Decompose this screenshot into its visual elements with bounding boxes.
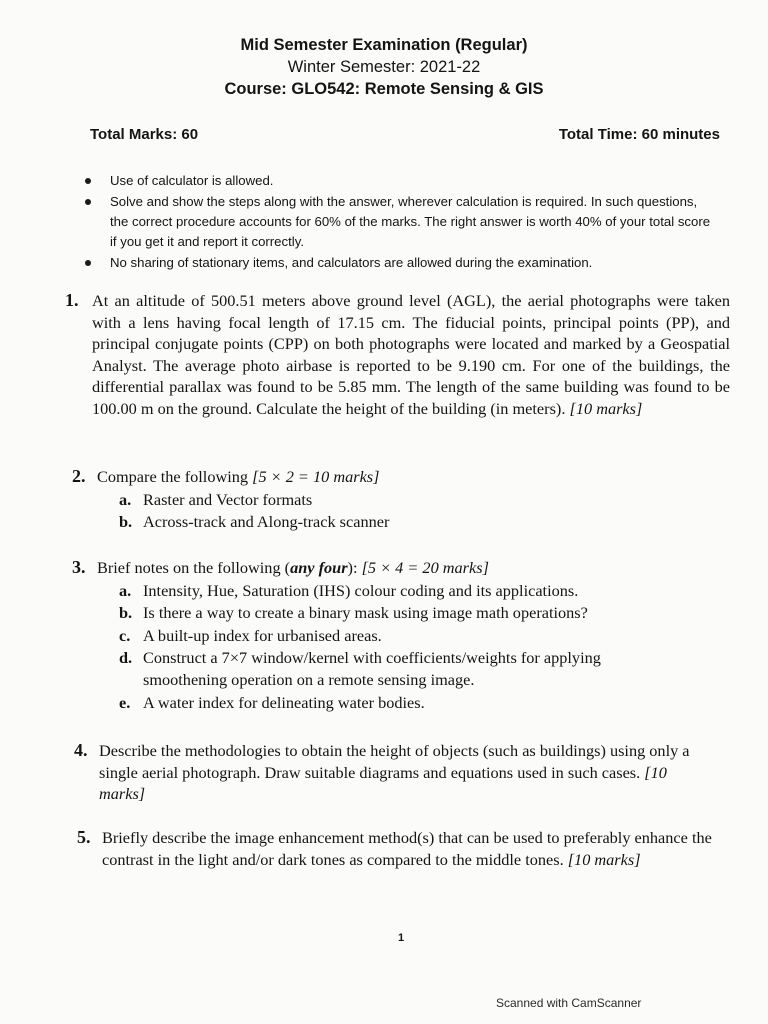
instruction-item: No sharing of stationary items, and calculators are allowed during the examination. xyxy=(84,253,714,273)
course-line: Course: GLO542: Remote Sensing & GIS xyxy=(224,80,544,98)
instruction-item: Use of calculator is allowed. xyxy=(84,171,714,191)
page-number: 1 xyxy=(398,932,405,944)
sub-item: e. A water index for delineating water bodies. xyxy=(119,692,425,712)
instructions-list xyxy=(84,171,714,274)
total-marks: Total Marks: 60 xyxy=(90,126,199,143)
bullet-icon xyxy=(85,199,91,205)
question-4 xyxy=(74,740,717,805)
question-marks: [5 × 2 = 10 marks] xyxy=(252,467,380,486)
question-marks: [5 × 4 = 20 marks] xyxy=(361,558,489,577)
question-text: Briefly describe the image enhancement method(s) that can be used to preferably enhance the contrast in the light and/or dark tones as compared to the middle tones. xyxy=(102,828,712,869)
question-text: Compare the following xyxy=(97,467,249,486)
sub-item: c. A built-up index for urbanised areas. xyxy=(119,625,382,645)
scanner-watermark: Scanned with CamScanner xyxy=(496,996,642,1010)
question-text: At an altitude of 500.51 meters above ground level (AGL), the aerial photographs were taken with a lens having focal length of 17.15 cm. The fiducial points, principal points (PP), and principal conjugate points (CPP) on both photographs were located and marked by a Geospatial Analyst. The average photo airbase is reported to be 9.190 cm. For one of the buildings, the differential parallax was found to be 5.85 mm. The length of the same building was found to be 100.00 m on the ground. Calculate the height of the building (in meters). xyxy=(92,291,730,418)
question-marks: [10 marks] xyxy=(569,398,643,418)
question-number: 5. xyxy=(77,827,91,847)
question-number: 4. xyxy=(74,740,88,760)
exam-title: Mid Semester Examination (Regular) xyxy=(240,36,528,54)
semester-line: Winter Semester: 2021-22 xyxy=(287,58,481,76)
bullet-icon xyxy=(85,178,91,184)
question-text: Describe the methodologies to obtain the height of objects (such as buildings) using only a single aerial photograph. Draw suitable diagrams and equations used in such cases. xyxy=(99,741,690,782)
question-number: 3. xyxy=(72,557,86,577)
question-marks: [10 marks] xyxy=(567,849,641,869)
question-number: 2. xyxy=(72,466,86,486)
total-time: Total Time: 60 minutes xyxy=(558,126,720,143)
sub-item: b. Is there a way to create a binary mask using image math operations? xyxy=(119,603,588,623)
instruction-item: Solve and show the steps along with the answer, wherever calculation is required. In such questions, the correct procedure accounts for 60% of the marks. The right answer is worth 40% of your total score if you get it and report it correctly. xyxy=(84,192,714,252)
question-3: 3. Brief notes on the following (any four): [5 × 4 = 20 marks] a. Intensity, Hue, Saturation (IHS) colour coding and its applications. b. Is there a way to create a binary mask using image math operations? c. A built-up index for urbanised areas. d. Construct a 7×7 window/kernel with coefficients/weights for applying smoothening operation on a remote sensing image. e. A water index for delineating water bodies. xyxy=(97,557,717,713)
exam-header xyxy=(0,34,768,100)
question-1 xyxy=(65,290,730,420)
question-5 xyxy=(77,827,712,870)
bullet-icon xyxy=(85,260,91,266)
question-marks: [10 marks] xyxy=(99,762,667,804)
sub-item: a. Intensity, Hue, Saturation (IHS) colour coding and its applications. xyxy=(119,580,579,600)
question-number: 1. xyxy=(65,290,79,310)
marks-row xyxy=(90,126,720,143)
question-text: Brief notes on the following ( xyxy=(97,558,291,577)
sub-item: d. Construct a 7×7 window/kernel with coefficients/weights for applying smoothening operation on a remote sensing image. xyxy=(119,648,601,689)
question-emphasis: any four xyxy=(290,558,348,577)
sub-item: b. Across-track and Along-track scanner xyxy=(119,512,390,532)
sub-item: a. Raster and Vector formats xyxy=(119,489,313,509)
question-2 xyxy=(72,466,717,533)
